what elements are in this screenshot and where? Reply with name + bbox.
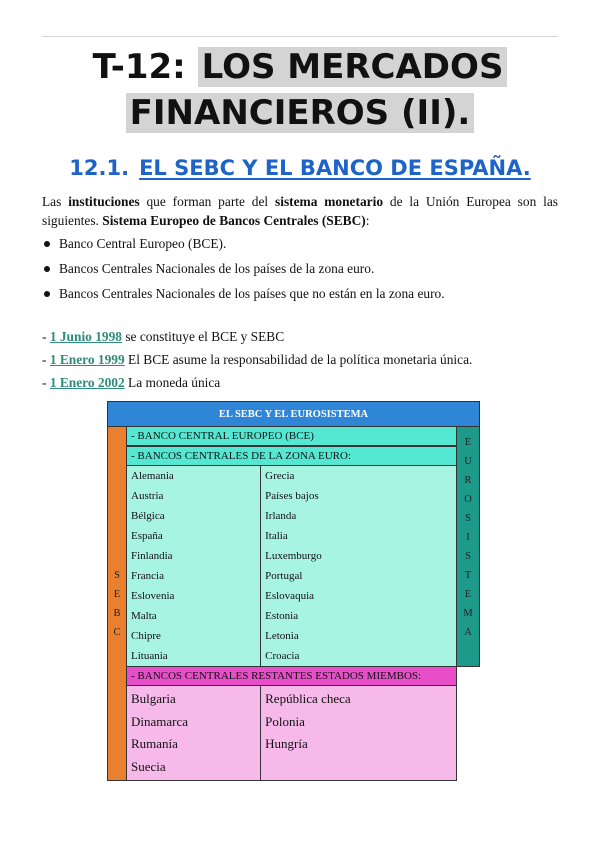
bullet-icon: [44, 291, 50, 297]
list-item: [42, 286, 558, 311]
intro-bold: instituciones: [68, 194, 140, 209]
bullet-icon: [44, 241, 50, 247]
bce-row: - BANCO CENTRAL EUROPEO (BCE): [127, 427, 457, 447]
rest-col-1: [127, 686, 261, 781]
intro-paragraph: [42, 192, 558, 230]
eurosistema-side-label: [457, 427, 480, 667]
country-item: Rumanía: [131, 736, 178, 751]
country-item: Grecia: [265, 470, 295, 482]
eurozone-col-2: [261, 466, 457, 667]
eurosistema-letter: E: [464, 589, 472, 600]
country-item: Bulgaria: [131, 691, 176, 706]
institutions-list: [42, 236, 558, 311]
country-item: Eslovaquia: [265, 590, 315, 602]
eurozone-header: - BANCOS CENTRALES DE LA ZONA EURO:: [127, 446, 457, 466]
country-item: Países bajos: [265, 490, 319, 502]
country-item: Polonia: [265, 713, 305, 729]
eurozone-col-1: [127, 466, 261, 667]
country-item: Malta: [131, 610, 157, 622]
timeline-item: - 1 Enero 2002 La moneda única: [42, 375, 221, 390]
eurosistema-letter: S: [465, 551, 471, 562]
eurosistema-letter: R: [464, 475, 472, 486]
title-line1: LOS MERCADOS: [198, 47, 508, 87]
eurosistema-letter: M: [463, 608, 473, 619]
sebc-side-label: [108, 427, 127, 781]
timeline-text: La moneda única: [124, 375, 221, 390]
country-item: Irlanda: [265, 510, 297, 522]
title-prefix: T-12:: [92, 47, 186, 87]
eurosistema-letter: E: [464, 437, 472, 448]
country-item: Luxemburgo: [265, 550, 322, 562]
rest-col-2: [261, 686, 457, 781]
sebc-letter: C: [113, 626, 121, 638]
country-item: Suecia: [131, 758, 166, 774]
country-item: Croacia: [265, 650, 300, 662]
intro-text: Las: [42, 194, 69, 209]
intro-text: que forman parte del: [139, 194, 276, 209]
page-title: [0, 44, 600, 136]
list-item-text: Bancos Centrales Nacionales de los países de la zona euro.: [59, 261, 375, 276]
eurosistema-letter: T: [464, 570, 472, 581]
intro-bold: Sistema Europeo de Bancos Centrales (SEBC): [102, 213, 366, 228]
date-link[interactable]: 1 Enero 2002: [49, 375, 125, 390]
intro-text: :: [365, 213, 370, 228]
blank-cell: [457, 667, 480, 781]
section-title: EL SEBC Y EL BANCO DE ESPAÑA.: [139, 156, 531, 180]
section-number: 12.1.: [69, 156, 130, 180]
eurosistema-letter: A: [464, 627, 472, 638]
sebc-letter: S: [114, 569, 120, 581]
country-item: Hungría: [265, 736, 308, 751]
list-item: [42, 261, 558, 286]
country-item: Eslovenia: [131, 590, 175, 602]
timeline-text: El BCE asume la responsabilidad de la política monetaria única.: [124, 352, 473, 367]
country-item: Dinamarca: [131, 713, 189, 729]
sebc-letter: B: [113, 607, 121, 619]
country-item: República checa: [265, 691, 351, 706]
country-item: Alemania: [131, 470, 174, 482]
timeline-text: se constituye el BCE y SEBC: [122, 329, 285, 344]
list-item-text: Banco Central Europeo (BCE).: [59, 236, 227, 251]
country-item: Finlandia: [131, 550, 173, 562]
timeline-list: [42, 329, 558, 398]
top-rule: [42, 36, 558, 37]
intro-bold: sistema monetario: [275, 194, 384, 209]
bullet-icon: [44, 266, 50, 272]
title-line2: FINANCIEROS (II).: [126, 93, 475, 133]
country-item: Austria: [131, 490, 164, 502]
country-item: Italia: [265, 530, 288, 542]
country-item: Estonia: [265, 610, 299, 622]
timeline-item: - 1 Junio 1998 se constituye el BCE y SEBC: [42, 329, 285, 344]
section-heading: [0, 156, 600, 180]
country-item: Bélgica: [131, 510, 165, 522]
table-header: EL SEBC Y EL EUROSISTEMA: [108, 402, 480, 427]
intro-text: de la Unión Europea son las siguientes.: [42, 194, 559, 228]
country-item: España: [131, 530, 163, 542]
date-link[interactable]: 1 Enero 1999: [49, 352, 125, 367]
rest-header: - BANCOS CENTRALES RESTANTES ESTADOS MIEMBOS:: [127, 667, 457, 686]
eurosistema-letter: U: [464, 456, 472, 467]
timeline-item: - 1 Enero 1999 El BCE asume la responsabilidad de la política monetaria única.: [42, 352, 473, 367]
country-item: Portugal: [265, 570, 303, 582]
sebc-eurosistema-table: [107, 401, 480, 781]
eurosistema-letter: I: [466, 532, 470, 543]
list-item-text: Bancos Centrales Nacionales de los países que no están en la zona euro.: [59, 286, 445, 301]
country-item: Chipre: [131, 630, 161, 642]
country-item: Letonia: [265, 630, 299, 642]
country-item: Francia: [131, 570, 164, 582]
list-item: [42, 236, 558, 261]
eurosistema-letter: S: [465, 513, 471, 524]
date-link[interactable]: 1 Junio 1998: [49, 329, 122, 344]
eurosistema-letter: O: [464, 494, 472, 505]
country-item: Lituania: [131, 650, 168, 662]
sebc-letter: E: [113, 588, 121, 600]
